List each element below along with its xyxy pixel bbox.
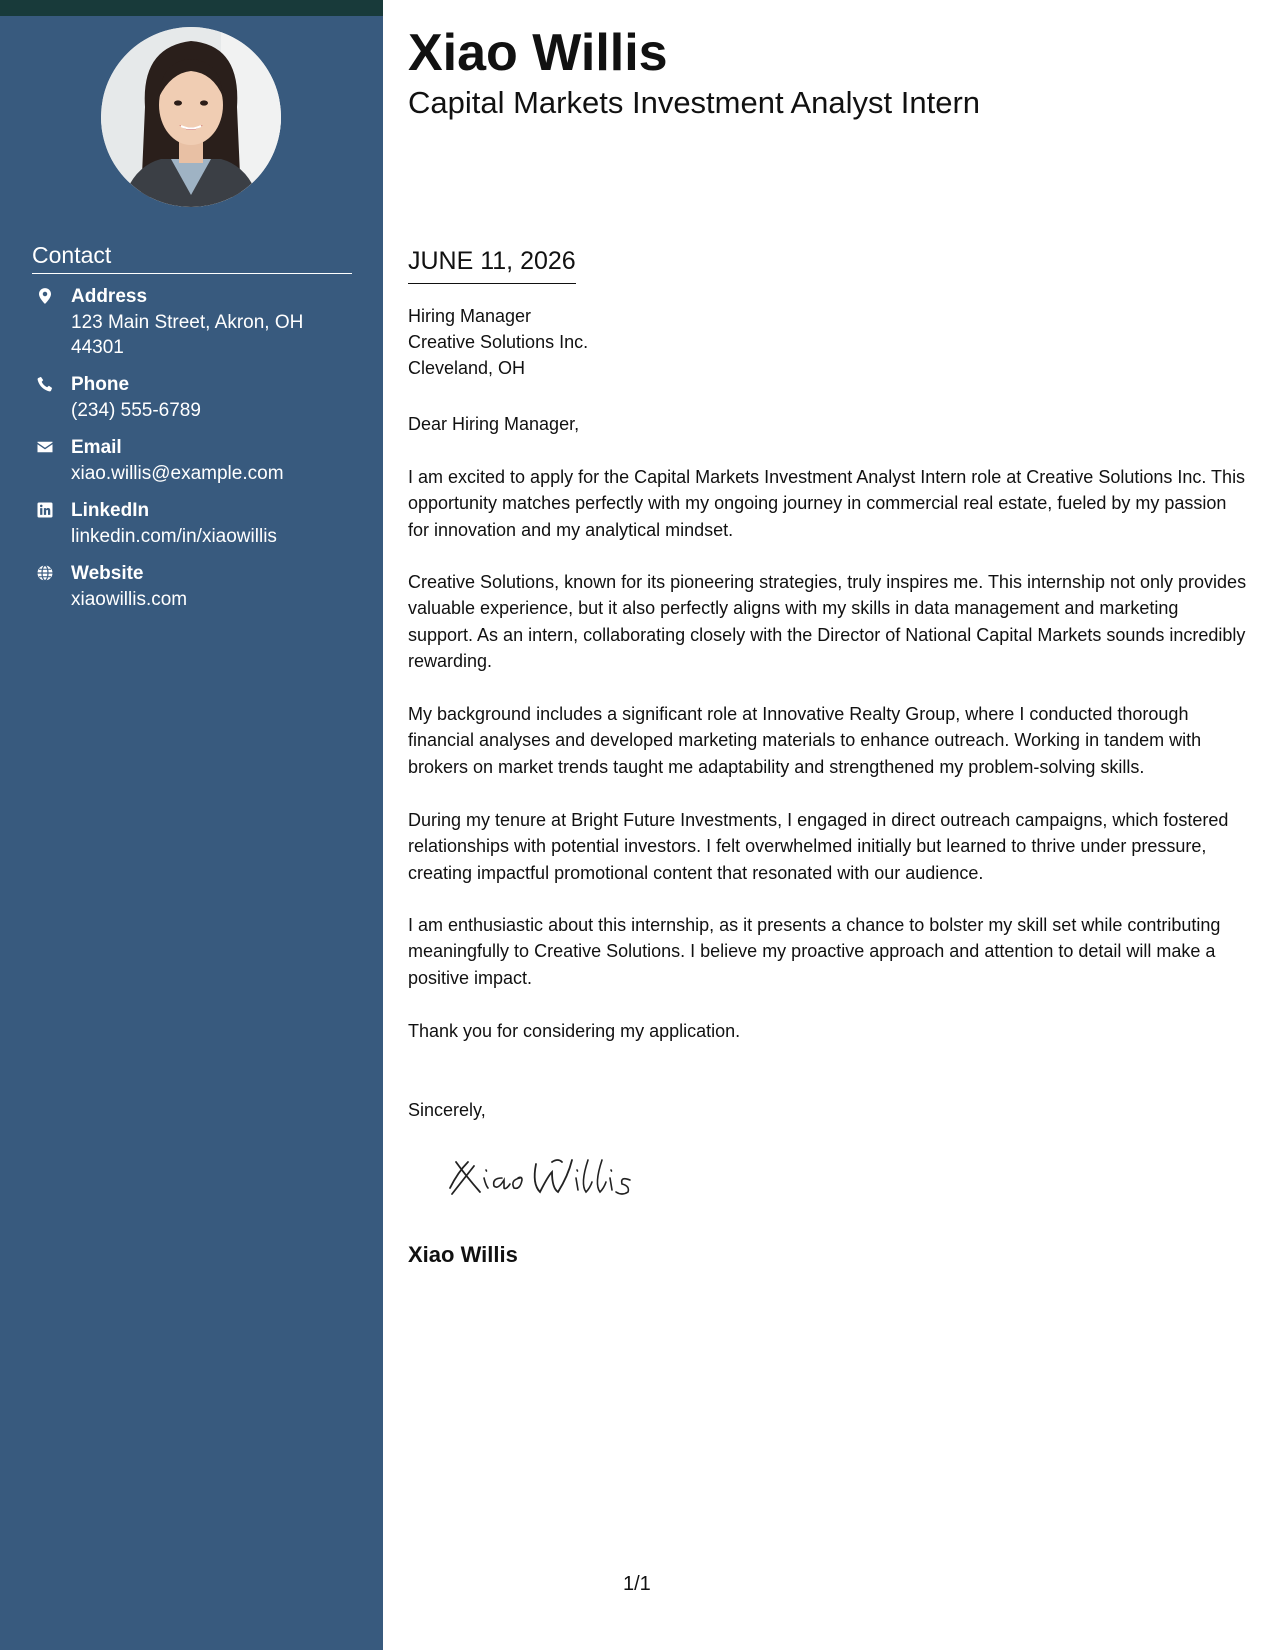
sidebar-top-bar bbox=[0, 0, 383, 16]
phone-icon bbox=[36, 375, 54, 393]
closing: Sincerely, bbox=[408, 1100, 486, 1120]
recipient-block bbox=[408, 303, 588, 381]
contact-value-address: 123 Main Street, Akron, OH 44301 bbox=[71, 312, 304, 358]
body-paragraph: Thank you for considering my application. bbox=[408, 1021, 741, 1041]
job-title: Capital Markets Investment Analyst Intern bbox=[408, 85, 981, 120]
handwritten-signature bbox=[444, 1148, 644, 1208]
body-paragraph: Creative Solutions, known for its pioneering strategies, truly inspires me. This internship not only provides valuable experience, but it also perfectly aligns with my skills in data management and marketing support. As an intern, collaborating closely with the Director of National Capital Markets sounds incredibly rewarding. bbox=[408, 572, 1247, 671]
contact-label-email: Email bbox=[71, 437, 122, 458]
contact-value-website[interactable]: xiaowillis.com bbox=[71, 589, 188, 610]
map-pin-icon bbox=[36, 287, 54, 305]
signer-name: Xiao Willis bbox=[408, 1242, 518, 1267]
avatar bbox=[101, 27, 281, 207]
contact-heading: Contact bbox=[32, 240, 352, 274]
recipient-line: Cleveland, OH bbox=[408, 358, 526, 378]
contact-value-linkedin[interactable]: linkedin.com/in/xiaowillis bbox=[71, 526, 277, 547]
body-paragraph: I am excited to apply for the Capital Markets Investment Analyst Intern role at Creative Solutions Inc. This opportunity matches perfectly with my ongoing journey in commercial real estate, fueled by my passion for innovation and my analytical mindset. bbox=[408, 467, 1246, 540]
contact-value-email[interactable]: xiao.willis@example.com bbox=[71, 463, 284, 484]
page-number: 1/1 bbox=[623, 1573, 651, 1595]
contact-value-phone: (234) 555-6789 bbox=[71, 400, 201, 421]
contact-label-phone: Phone bbox=[71, 374, 130, 395]
sidebar bbox=[0, 0, 383, 1650]
salutation: Dear Hiring Manager, bbox=[408, 414, 580, 434]
contact-label-website: Website bbox=[71, 563, 144, 584]
globe-icon bbox=[36, 564, 54, 582]
body-paragraph: I am enthusiastic about this internship, as it presents a chance to bolster my skill set while contributing meaningfully to Creative Solutions. I believe my proactive approach and attention to detail will make a positive impact. bbox=[408, 915, 1221, 988]
recipient-line: Creative Solutions Inc. bbox=[408, 332, 589, 352]
contact-label-address: Address bbox=[71, 286, 148, 307]
letter-date: JUNE 11, 2026 bbox=[408, 245, 576, 284]
recipient-line: Hiring Manager bbox=[408, 306, 532, 326]
envelope-icon bbox=[36, 438, 54, 456]
applicant-name: Xiao Willis bbox=[408, 24, 668, 82]
body-paragraph: My background includes a significant role at Innovative Realty Group, where I conducted thorough financial analyses and developed marketing materials to enhance outreach. Working in tandem with brokers on market trends taught me adaptability and strengthened my problem-solving skills. bbox=[408, 704, 1202, 777]
avatar-portrait-image bbox=[101, 27, 281, 207]
body-paragraph: During my tenure at Bright Future Investments, I engaged in direct outreach campaigns, which fostered relationships with potential investors. I felt overwhelmed initially but learned to thrive under pressure, creating impactful promotional content that resonated with our audience. bbox=[408, 810, 1229, 883]
linkedin-icon bbox=[36, 501, 54, 519]
contact-label-linkedin: LinkedIn bbox=[71, 500, 150, 521]
